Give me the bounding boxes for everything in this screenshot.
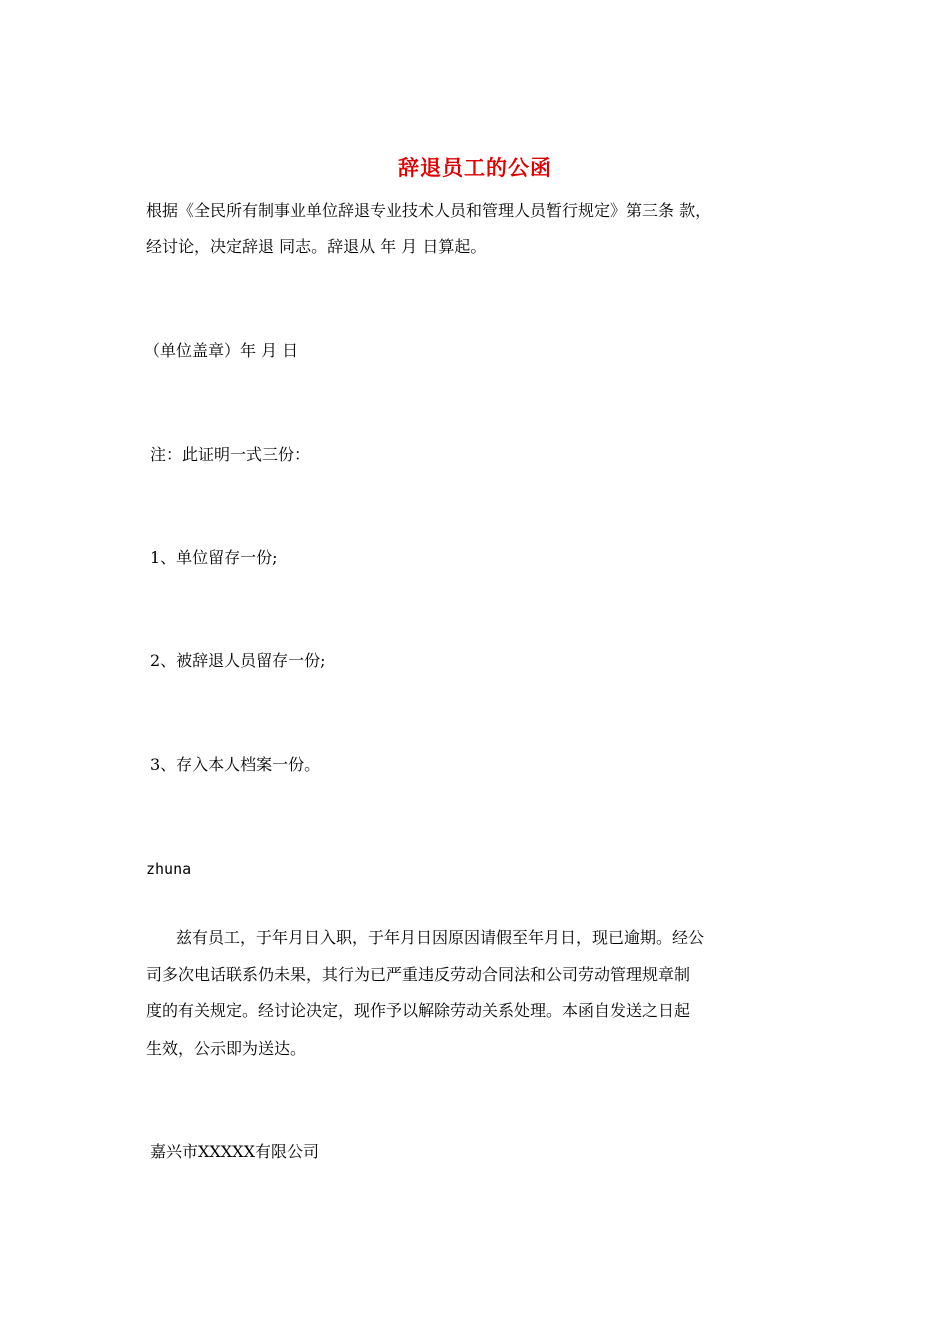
- notice-line-2: 司多次电话联系仍未果，其行为已严重违反劳动合同法和公司劳动管理规章制: [146, 965, 691, 984]
- copy-item-1: 1、单位留存一份;: [150, 548, 278, 567]
- note-line: 注：此证明一式三份：: [150, 445, 311, 464]
- zhuna-label: zhuna: [146, 860, 192, 878]
- intro-line-1: 根据《全民所有制事业单位辞退专业技术人员和管理人员暂行规定》第三条 款，: [146, 201, 712, 220]
- notice-line-4: 生效，公示即为送达。: [146, 1039, 307, 1058]
- seal-date-line: （单位盖章）年 月 日: [144, 341, 299, 360]
- company-name: 嘉兴市XXXXX有限公司: [150, 1142, 319, 1161]
- notice-line-1: 兹有员工，于年月日入职，于年月日因原因请假至年月日，现已逾期。经公: [176, 928, 705, 947]
- notice-line-3: 度的有关规定。经讨论决定，现作予以解除劳动关系处理。本函自发送之日起: [146, 1001, 691, 1020]
- intro-line-2: 经讨论，决定辞退 同志。辞退从 年 月 日算起。: [146, 237, 487, 256]
- copy-item-3: 3、存入本人档案一份。: [150, 755, 321, 774]
- copy-item-2: 2、被辞退人员留存一份;: [150, 651, 326, 670]
- document-title: 辞退员工的公函: [398, 155, 552, 180]
